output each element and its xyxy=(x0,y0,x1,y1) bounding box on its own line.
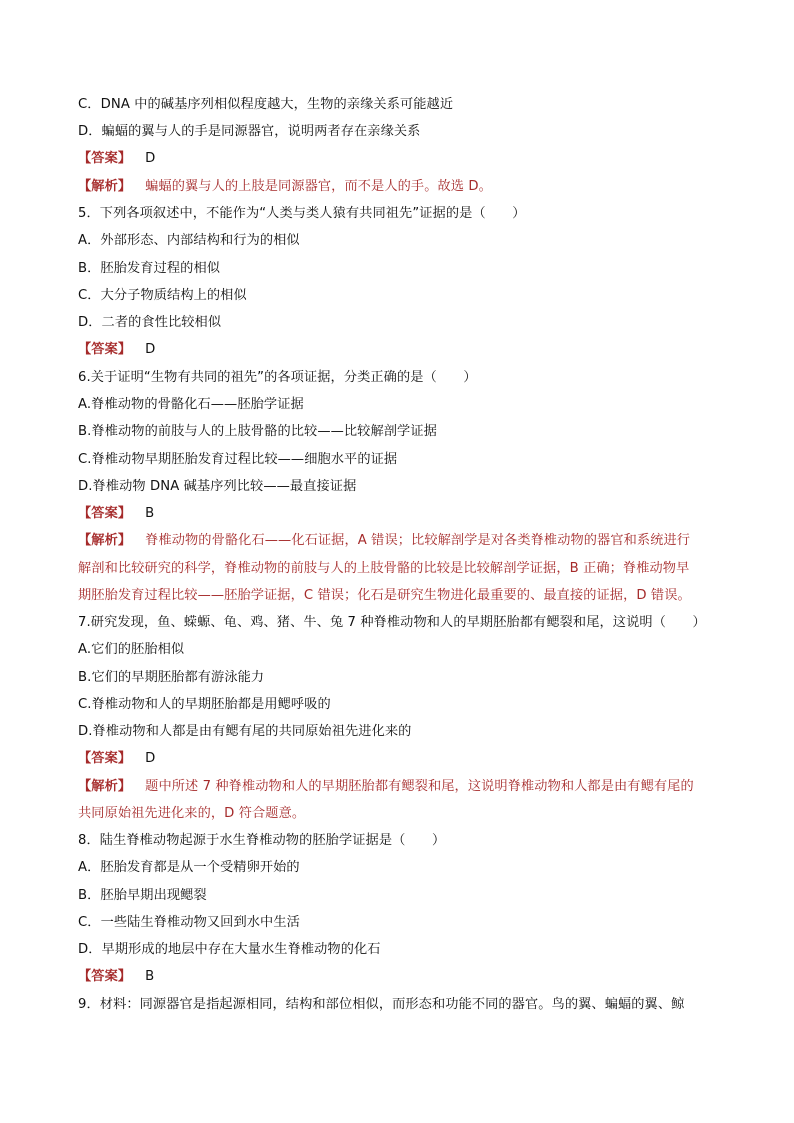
answer-value: B xyxy=(145,969,155,984)
explanation-tag: 【解析】 xyxy=(78,779,132,794)
answer-line-q8 xyxy=(78,968,154,986)
q7-option-b: B.它们的早期胚胎都有游泳能力 xyxy=(78,670,265,685)
q7-option-d: D.脊椎动物和人都是由有鳃有尾的共同原始祖先进化来的 xyxy=(78,724,412,739)
q6-option-b: B.脊椎动物的前肢与人的上肢骨骼的比较——比较解剖学证据 xyxy=(78,424,437,439)
answer-tag: 【答案】 xyxy=(78,751,132,766)
q5-option-c: C．大分子物质结构上的相似 xyxy=(78,288,247,303)
answer-value: D xyxy=(145,342,156,357)
explanation-line-q6 xyxy=(78,532,690,550)
q5-option-d: D．二者的食性比较相似 xyxy=(78,315,222,330)
answer-line-q4 xyxy=(78,150,155,168)
answer-tag: 【答案】 xyxy=(78,506,132,521)
answer-line-q5 xyxy=(78,341,155,359)
answer-tag: 【答案】 xyxy=(78,342,132,357)
q6-option-d: D.脊椎动物 DNA 碱基序列比较——最直接证据 xyxy=(78,479,357,494)
answer-value: D xyxy=(145,751,156,766)
question-6: 6.关于证明“生物有共同的祖先”的各项证据，分类正确的是（ ） xyxy=(78,370,477,385)
question-7: 7.研究发现，鱼、蝾螈、龟、鸡、猪、牛、兔 7 种脊椎动物和人的早期胚胎都有鳃裂和尾，这说明（ ） xyxy=(78,615,706,630)
explanation-text: 脊椎动物的骨骼化石——化石证据，A 错误；比较解剖学是对各类脊椎动物的器官和系统进行 xyxy=(145,533,691,548)
explanation-tag: 【解析】 xyxy=(78,179,132,194)
q7-option-c: C.脊椎动物和人的早期胚胎都是用鳃呼吸的 xyxy=(78,697,331,712)
q8-option-d: D．早期形成的地层中存在大量水生脊椎动物的化石 xyxy=(78,942,381,957)
question-8: 8．陆生脊椎动物起源于水生脊椎动物的胚胎学证据是（ ） xyxy=(78,833,446,848)
explanation-line-q7 xyxy=(78,778,694,796)
q7-option-a: A.它们的胚胎相似 xyxy=(78,642,185,657)
q8-option-a: A．胚胎发育都是从一个受精卵开始的 xyxy=(78,860,300,875)
q5-option-a: A．外部形态、内部结构和行为的相似 xyxy=(78,233,300,248)
q6-option-a: A.脊椎动物的骨骼化石——胚胎学证据 xyxy=(78,397,304,412)
explanation-line-q6-3: 期胚胎发育过程比较——胚胎学证据，C 错误；化石是研究生物进化最重要的、最直接的证据，D 错误。 xyxy=(78,588,691,603)
answer-tag: 【答案】 xyxy=(78,151,132,166)
question-9: 9．材料：同源器官是指起源相同，结构和部位相似，而形态和功能不同的器官。鸟的翼、蝙蝠的翼、鲸 xyxy=(78,997,685,1012)
explanation-text: 题中所述 7 种脊椎动物和人的早期胚胎都有鳃裂和尾，这说明脊椎动物和人都是由有鳃有尾的 xyxy=(145,779,694,794)
answer-line-q6 xyxy=(78,505,154,523)
explanation-line-q7-2: 共同原始祖先进化来的，D 符合题意。 xyxy=(78,806,306,821)
explanation-line-q6-2: 解剖和比较研究的科学，脊椎动物的前肢与人的上肢骨骼的比较是比较解剖学证据，B 正确；脊椎动物早 xyxy=(78,561,690,576)
question-5: 5．下列各项叙述中，不能作为“人类与类人猿有共同祖先”证据的是（ ） xyxy=(78,206,526,221)
explanation-tag: 【解析】 xyxy=(78,533,132,548)
q8-option-c: C．一些陆生脊椎动物又回到水中生活 xyxy=(78,915,300,930)
q8-option-b: B．胚胎早期出现鳃裂 xyxy=(78,888,207,903)
explanation-text: 蝙蝠的翼与人的上肢是同源器官，而不是人的手。故选 D。 xyxy=(145,179,492,194)
option-c-line: C．DNA 中的碱基序列相似程度越大，生物的亲缘关系可能越近 xyxy=(78,97,454,112)
q5-option-b: B．胚胎发育过程的相似 xyxy=(78,261,221,276)
answer-line-q7 xyxy=(78,750,155,768)
answer-value: D xyxy=(145,151,156,166)
option-d-line: D．蝙蝠的翼与人的手是同源器官，说明两者存在亲缘关系 xyxy=(78,124,421,139)
q6-option-c: C.脊椎动物早期胚胎发育过程比较——细胞水平的证据 xyxy=(78,452,398,467)
answer-value: B xyxy=(145,506,155,521)
answer-tag: 【答案】 xyxy=(78,969,132,984)
explanation-line-q4 xyxy=(78,178,492,196)
